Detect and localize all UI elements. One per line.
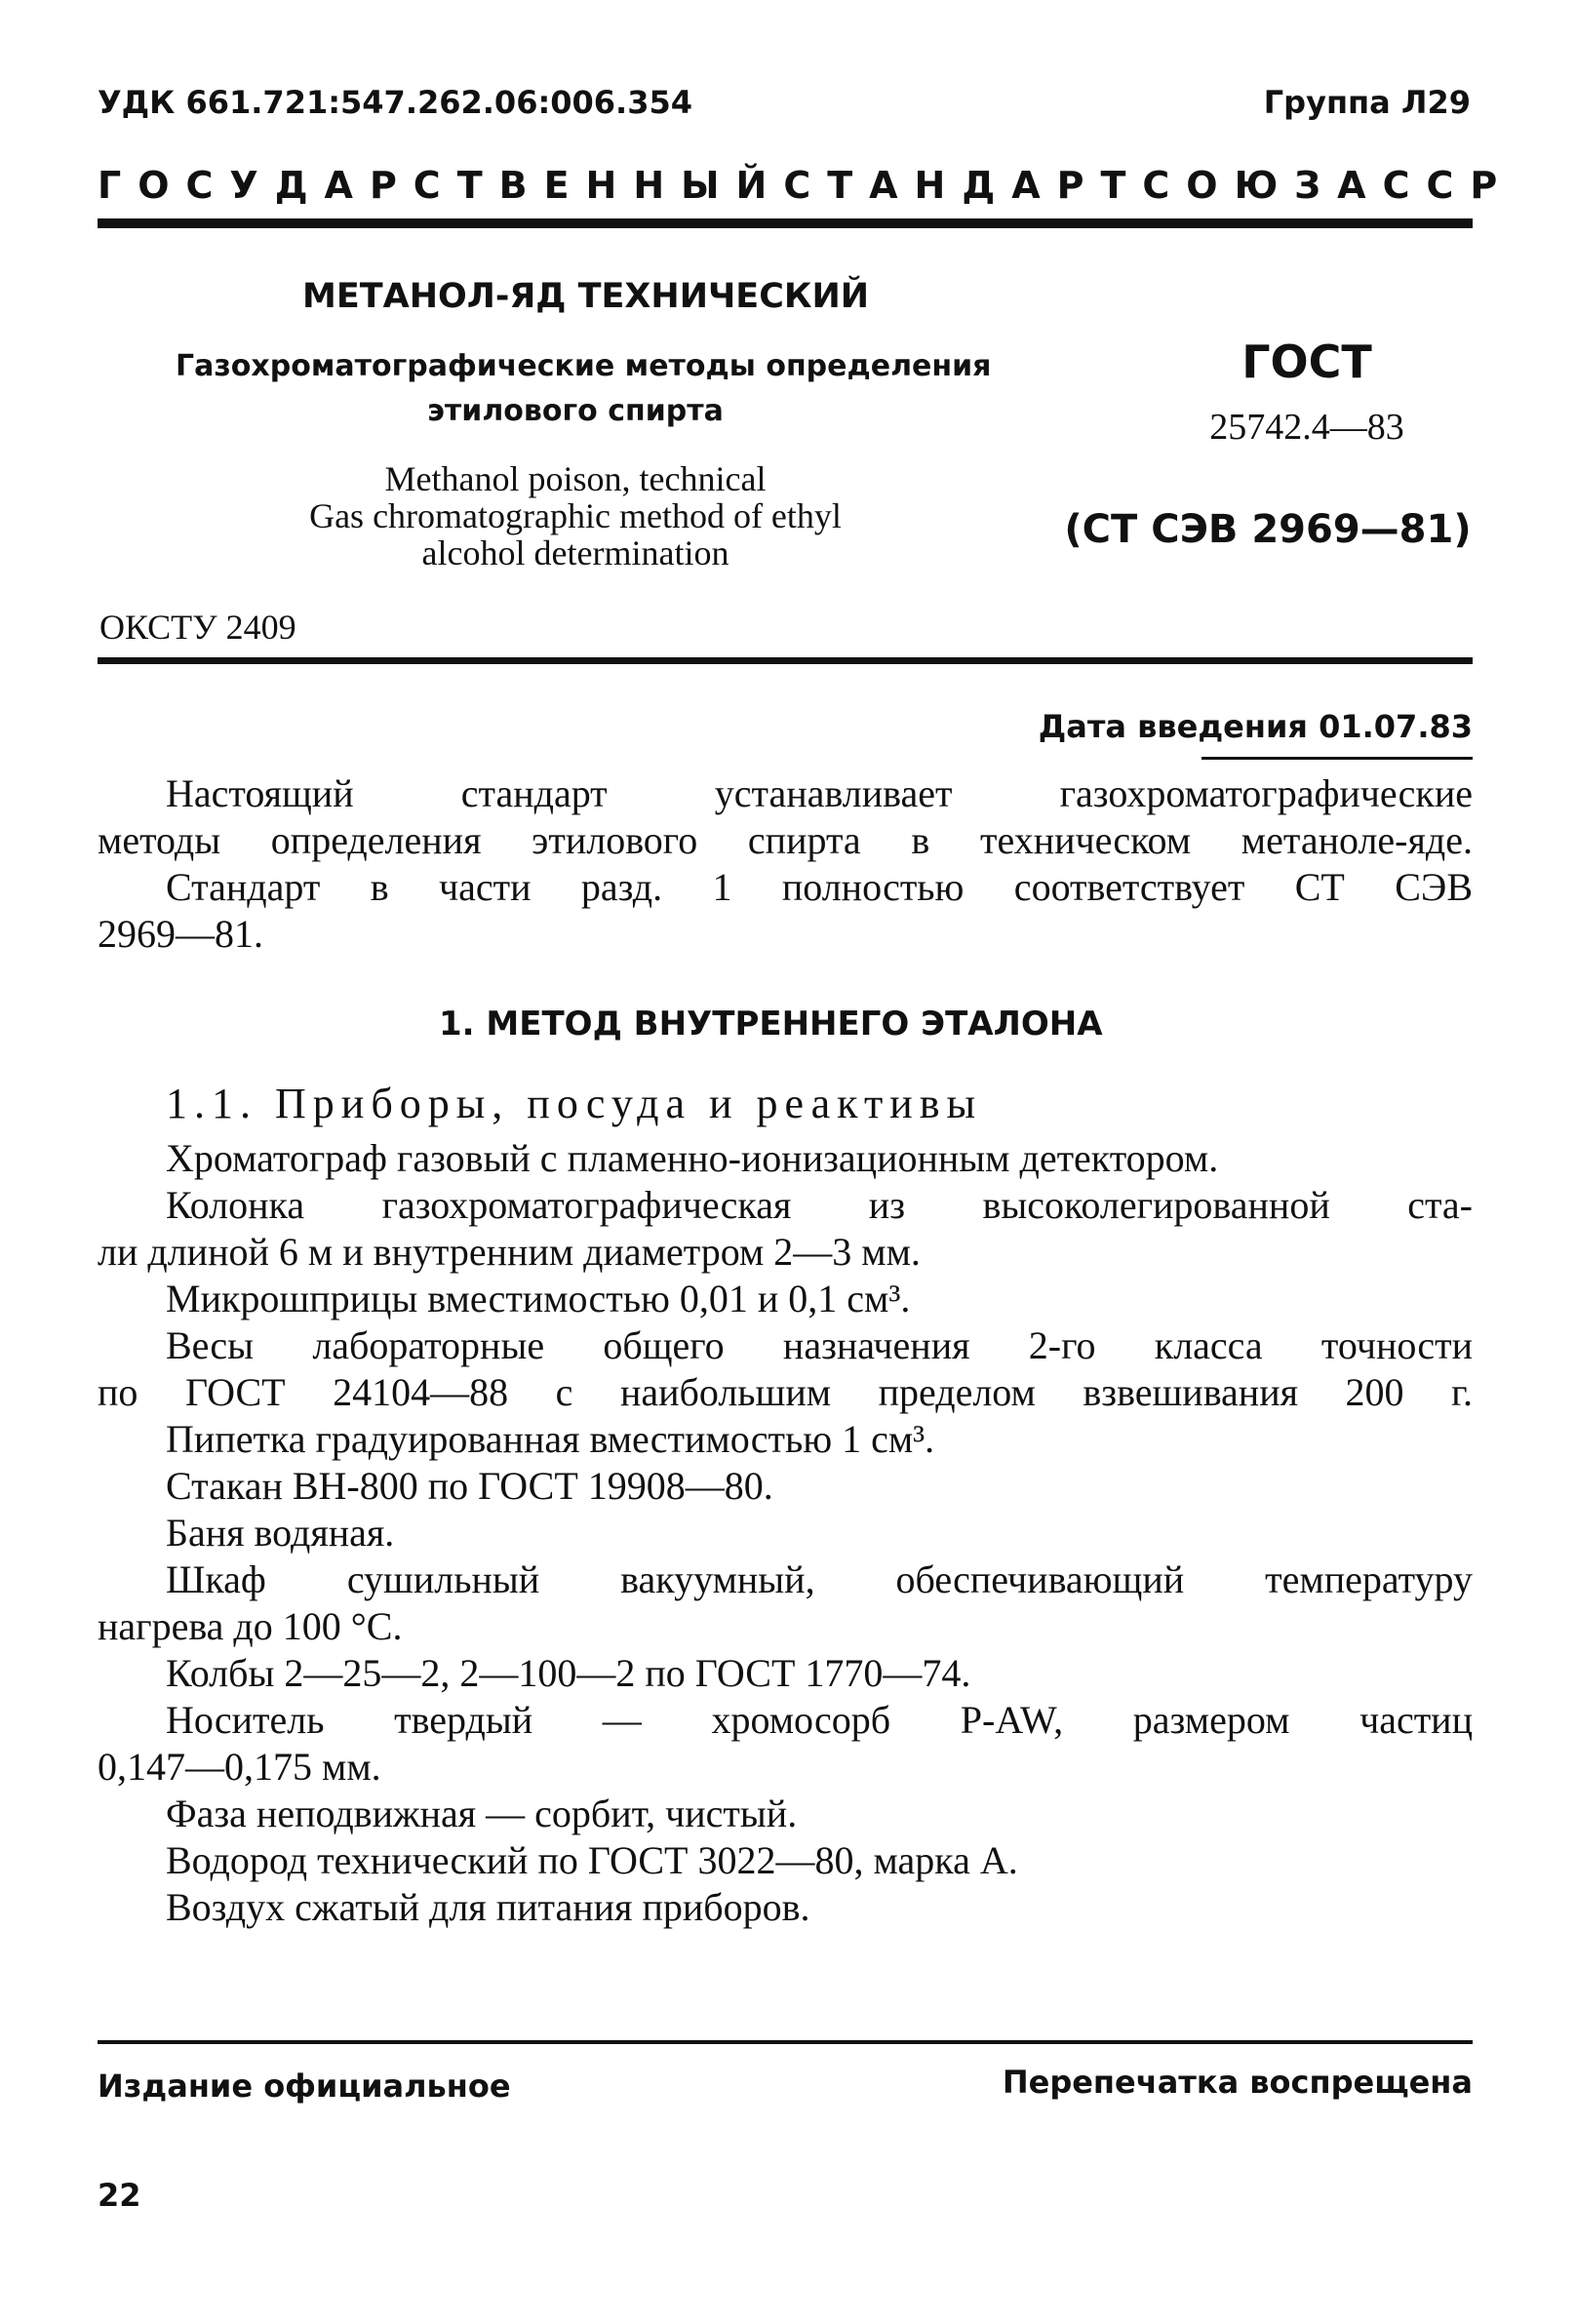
subtitle-ru-line1: Газохроматографические методы определения [176, 349, 992, 383]
section-heading: 1. МЕТОД ВНУТРЕННЕГО ЭТАЛОНА [439, 1004, 1103, 1044]
footer-rule [98, 2040, 1473, 2044]
list-item: Носитель твердый — хромосорб P-AW, размером частиц [166, 1698, 1473, 1742]
okstu-code: ОКСТУ 2409 [99, 608, 296, 647]
banner-word-3: СОЮЗА [1142, 164, 1383, 207]
list-item: ли длиной 6 м и внутренним диаметром 2—3 мм. [98, 1230, 921, 1274]
subtitle-en-line1: Methanol poison, technical [384, 459, 767, 498]
list-item: Воздух сжатый для питания приборов. [166, 1885, 810, 1929]
list-item: Шкаф сушильный вакуумный, обеспечивающий температуру [166, 1557, 1473, 1601]
subtitle-ru-line2: этилового спирта [427, 394, 724, 428]
list-item: Стакан ВН-800 по ГОСТ 19908—80. [166, 1464, 773, 1508]
date-underline [1202, 757, 1473, 760]
header-thick-rule [98, 218, 1473, 228]
list-item: Пипетка градуированная вместимостью 1 см³. [166, 1417, 935, 1461]
subsection-heading: 1.1. Приборы, посуда и реактивы [166, 1080, 983, 1127]
page-number: 22 [98, 2177, 141, 2214]
list-item: нагрева до 100 °С. [98, 1604, 403, 1648]
st-sev-reference: (СТ СЭВ 2969—81) [1064, 507, 1472, 552]
list-item: Водород технический по ГОСТ 3022—80, марка А. [166, 1838, 1018, 1882]
list-item: 0,147—0,175 мм. [98, 1745, 381, 1789]
list-item: Хроматограф газовый с пламенно-ионизационным детектором. [166, 1136, 1219, 1180]
document-title: МЕТАНОЛ-ЯД ТЕХНИЧЕСКИЙ [302, 277, 870, 316]
list-item: Колбы 2—25—2, 2—100—2 по ГОСТ 1770—74. [166, 1651, 971, 1695]
reprint-prohibited-note: Перепечатка воспрещена [1002, 2064, 1473, 2101]
intro-p2-line1: Стандарт в части разд. 1 полностью соответствует СТ СЭВ [166, 865, 1473, 909]
subtitle-en-line3: alcohol determination [421, 533, 729, 572]
banner-word-4: ССР [1382, 164, 1515, 207]
banner-word-1: ГОСУДАРСТВЕННЫЙ [98, 164, 784, 207]
date-introduced: Дата введения 01.07.83 [1038, 708, 1473, 745]
gost-label: ГОСТ [1241, 335, 1372, 388]
intro-p2-line2: 2969—81. [98, 912, 263, 956]
udk-code: УДК 661.721:547.262.06:006.354 [98, 84, 692, 121]
banner-word-2: СТАНДАРТ [783, 164, 1143, 207]
official-edition-note: Издание официальное [98, 2068, 511, 2105]
intro-p1-line1: Настоящий стандарт устанавливает газохроматографические [166, 771, 1473, 815]
list-item: Микрошприцы вместимостью 0,01 и 0,1 см³. [166, 1277, 911, 1320]
group-code: Группа Л29 [1263, 84, 1471, 121]
intro-p1-line2: методы определения этилового спирта в техническом метаноле-яде. [98, 818, 1473, 862]
state-standard-banner [98, 164, 1515, 207]
list-item: Колонка газохроматографическая из высоколегированной ста- [166, 1183, 1473, 1227]
list-item: Баня водяная. [166, 1511, 395, 1555]
list-item: Весы лабораторные общего назначения 2-го класса точности [166, 1323, 1473, 1367]
gost-number: 25742.4—83 [1209, 407, 1404, 448]
okstu-rule [98, 657, 1473, 664]
list-item: Фаза неподвижная — сорбит, чистый. [166, 1792, 798, 1835]
subtitle-en-line2: Gas chromatographic method of ethyl [309, 496, 842, 535]
list-item: по ГОСТ 24104—88 с наибольшим пределом взвешивания 200 г. [98, 1370, 1473, 1414]
